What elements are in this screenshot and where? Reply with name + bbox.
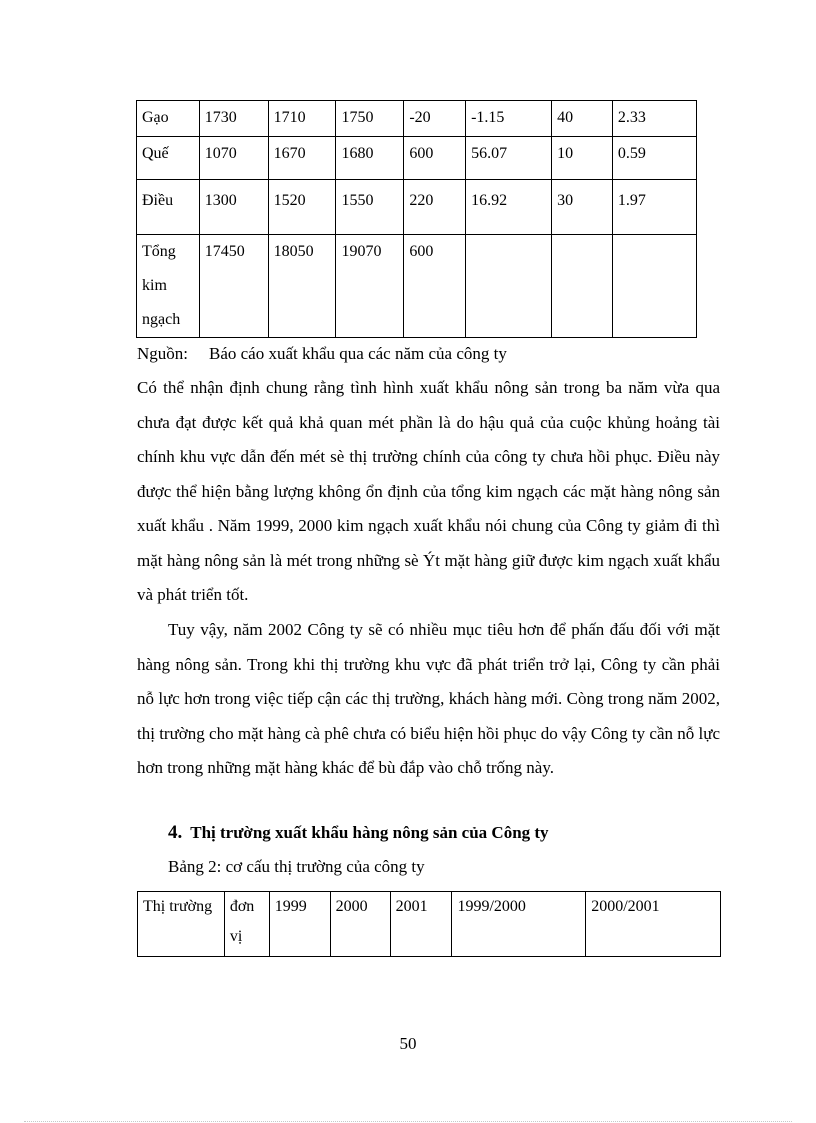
table-row [137, 180, 697, 235]
table-header-cell: 2001 [390, 892, 452, 957]
table-cell: 1520 [268, 180, 336, 235]
table-cell: 18050 [268, 235, 336, 338]
table-cell: 16.92 [466, 180, 552, 235]
page-number: 50 [399, 1034, 417, 1053]
table-header-row [138, 892, 721, 957]
table-header-cell: 2000 [330, 892, 390, 957]
table-caption: Bảng 2: cơ cấu thị trường của công ty [168, 857, 425, 876]
page-bottom-divider [24, 1121, 792, 1122]
table-cell: Tổng kim ngạch [137, 235, 200, 338]
table-row [137, 137, 697, 180]
body-paragraph: Tuy vậy, năm 2002 Công ty sẽ có nhiều mục tiêu hơn để phấn đấu đối với mặt hàng nông sản. Trong khi thị trường khu vực đã phát triển trở lại, Công ty cần phải nỗ lực hơn trong việc tiếp cận các thị trường, khách hàng mới. Còng trong năm 2002, thị trường cho mặt hàng cà phê chưa có biểu hiện hồi phục do vậy Công ty cần nỗ lực hơn trong những mặt hàng khác để bù đắp vào chỗ trống này. [137, 620, 720, 777]
table-cell: Điều [137, 180, 200, 235]
table-cell: 1.97 [612, 180, 696, 235]
table-cell [466, 235, 552, 338]
table-cell: 17450 [199, 235, 268, 338]
body-paragraph: Có thể nhận định chung rằng tình hình xuất khẩu nông sản trong ba năm vừa qua chưa đạt được kết quả khả quan mét phần là do hậu quả của cuộc khủng hoảng tài chính khu vực dẫn đến mét sè thị trường chính của công ty chưa hồi phục. Điều này được thể hiện bằng lượng không ổn định của tổng kim ngạch các mặt hàng nông sản xuất khẩu . Năm 1999, 2000 kim ngạch xuất khẩu nói chung của Công ty giảm đi thì mặt hàng nông sản là mét trong những sè Ýt mặt hàng giữ được kim ngạch xuất khẩu và phát triển tốt. [137, 378, 720, 604]
section-title: Thị trường xuất khẩu hàng nông sản của Công ty [190, 823, 549, 842]
table-cell: 1300 [199, 180, 268, 235]
table-cell [612, 235, 696, 338]
table-cell: 1670 [268, 137, 336, 180]
table-cell: Quế [137, 137, 200, 180]
table-cell [552, 235, 613, 338]
table-cell: 1550 [336, 180, 404, 235]
table-header-cell: 1999/2000 [452, 892, 586, 957]
table-cell: 220 [404, 180, 466, 235]
export-value-table [136, 100, 697, 338]
table-cell: 30 [552, 180, 613, 235]
section-heading [168, 822, 549, 844]
table-header-cell: Thị trường [138, 892, 225, 957]
table-header-cell: 2000/2001 [586, 892, 721, 957]
table-cell: 2.33 [612, 101, 696, 137]
table-cell: 1730 [199, 101, 268, 137]
table-cell: Gạo [137, 101, 200, 137]
table-cell: 600 [404, 235, 466, 338]
table-header-cell: đơn vị [224, 892, 269, 957]
table-cell: -20 [404, 101, 466, 137]
source-note [137, 344, 507, 364]
table-cell: 1070 [199, 137, 268, 180]
table-row [137, 235, 697, 338]
table-cell: 1750 [336, 101, 404, 137]
table-cell: 600 [404, 137, 466, 180]
table-cell: -1.15 [466, 101, 552, 137]
source-label: Nguồn: [137, 344, 188, 363]
table-cell: 0.59 [612, 137, 696, 180]
table-cell: 1680 [336, 137, 404, 180]
table-cell: 40 [552, 101, 613, 137]
table-cell: 56.07 [466, 137, 552, 180]
section-number: 4. [168, 822, 183, 843]
table-cell: 19070 [336, 235, 404, 338]
table-row [137, 101, 697, 137]
table-cell: 10 [552, 137, 613, 180]
market-structure-table [137, 891, 721, 957]
table-cell: 1710 [268, 101, 336, 137]
source-text: Báo cáo xuất khẩu qua các năm của công ty [209, 344, 507, 363]
table-header-cell: 1999 [269, 892, 330, 957]
